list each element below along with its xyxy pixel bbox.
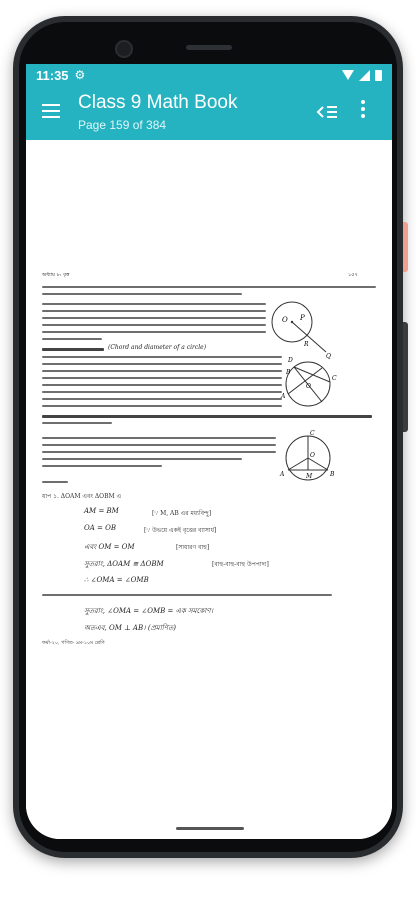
equation-4-note: [বাহু-বাহু-বাহু উপপাদ্য] — [212, 561, 269, 568]
text-line — [42, 405, 282, 407]
text-line — [42, 465, 162, 467]
earpiece-speaker — [186, 45, 232, 50]
svg-text:O: O — [306, 383, 311, 390]
app-bar — [26, 86, 392, 140]
svg-text:C: C — [332, 375, 337, 382]
toc-icon[interactable] — [316, 102, 338, 122]
screen — [26, 64, 392, 839]
svg-text:B: B — [330, 471, 335, 478]
wifi-icon — [342, 70, 354, 80]
front-camera — [115, 40, 133, 58]
equation-1-note: [∵ M, AB এর মধ্যবিন্দু] — [152, 510, 212, 517]
svg-text:P: P — [300, 314, 305, 322]
pdf-header-right: ১৫৭ — [348, 272, 358, 278]
text-line — [42, 437, 276, 439]
pdf-page[interactable] — [26, 140, 392, 839]
settings-gear-icon: ⚙ — [74, 68, 86, 82]
text-line — [42, 363, 282, 365]
pdf-header-left: অধ্যায় ৮: বৃত্ত — [42, 272, 70, 278]
gesture-nav-bar[interactable] — [176, 827, 244, 830]
equation-3-note: [সাধারণ বাহু] — [176, 544, 210, 551]
hamburger-icon[interactable] — [42, 104, 60, 118]
theorem-line — [42, 415, 372, 418]
app-title: Class 9 Math Book — [78, 92, 238, 113]
figure-circle-chords — [278, 352, 340, 414]
svg-text:O: O — [310, 452, 315, 459]
text-line — [42, 391, 282, 393]
status-time: 11:35 — [36, 67, 69, 83]
equation-7: অতএব, OM ⊥ AB। (প্রমাণিত) — [84, 624, 176, 632]
text-line — [42, 458, 242, 460]
equation-2: OA = OB — [84, 524, 116, 532]
battery-icon — [375, 70, 382, 81]
svg-text:M: M — [306, 473, 313, 480]
text-line — [42, 377, 282, 379]
text-line — [42, 317, 266, 319]
svg-text:Q: Q — [326, 353, 331, 360]
svg-text:R: R — [304, 341, 309, 348]
power-button — [403, 222, 408, 272]
figure-circle-perpendicular — [276, 426, 342, 488]
text-line — [42, 293, 242, 295]
svg-text:A: A — [281, 393, 286, 400]
more-vert-icon[interactable] — [360, 100, 366, 122]
text-line — [42, 324, 266, 326]
volume-button — [403, 322, 408, 432]
text-line — [42, 331, 266, 333]
svg-text:D: D — [288, 357, 293, 364]
section-heading-en: (Chord and diameter of a circle) — [108, 344, 207, 351]
proof-step-1: ধাপ ১. ΔOAM এবং ΔOBM এ — [42, 493, 122, 500]
proof-step-2 — [42, 594, 332, 596]
text-line — [42, 303, 266, 305]
equation-1: AM = BM — [84, 507, 119, 515]
figure-circle-tangent — [268, 298, 334, 360]
equation-6: সুতরাং, ∠OMA = ∠OMB = এক সমকোণ। — [84, 607, 214, 615]
cell-signal-icon — [359, 70, 370, 81]
svg-text:O: O — [282, 316, 288, 324]
equation-5: ∴ ∠OMA = ∠OMB — [84, 576, 149, 584]
text-line — [42, 356, 282, 358]
text-line — [42, 444, 276, 446]
text-line — [42, 310, 266, 312]
svg-text:C: C — [310, 430, 315, 437]
equation-4: সুতরাং, ΔOAM ≅ ΔOBM — [84, 560, 164, 568]
text-line — [42, 398, 282, 400]
status-bar — [26, 64, 392, 86]
svg-text:A: A — [280, 471, 285, 478]
page-indicator: Page 159 of 384 — [78, 118, 167, 132]
proof-label — [42, 481, 68, 483]
equation-2-note: [∵ উভয়ে একই বৃত্তের ব্যাসার্ধ] — [144, 527, 217, 534]
svg-text:B: B — [286, 369, 291, 376]
equation-3: এবং OM = OM — [84, 543, 135, 551]
text-line — [42, 286, 376, 288]
text-line — [42, 338, 102, 340]
text-line — [42, 370, 282, 372]
pdf-footer: ফর্মা-২০, গণিত- ৯ম-১০ম শ্রেণি — [42, 640, 105, 646]
text-line — [42, 451, 276, 453]
text-line — [42, 384, 282, 386]
section-heading — [42, 348, 104, 351]
text-line — [42, 422, 112, 424]
